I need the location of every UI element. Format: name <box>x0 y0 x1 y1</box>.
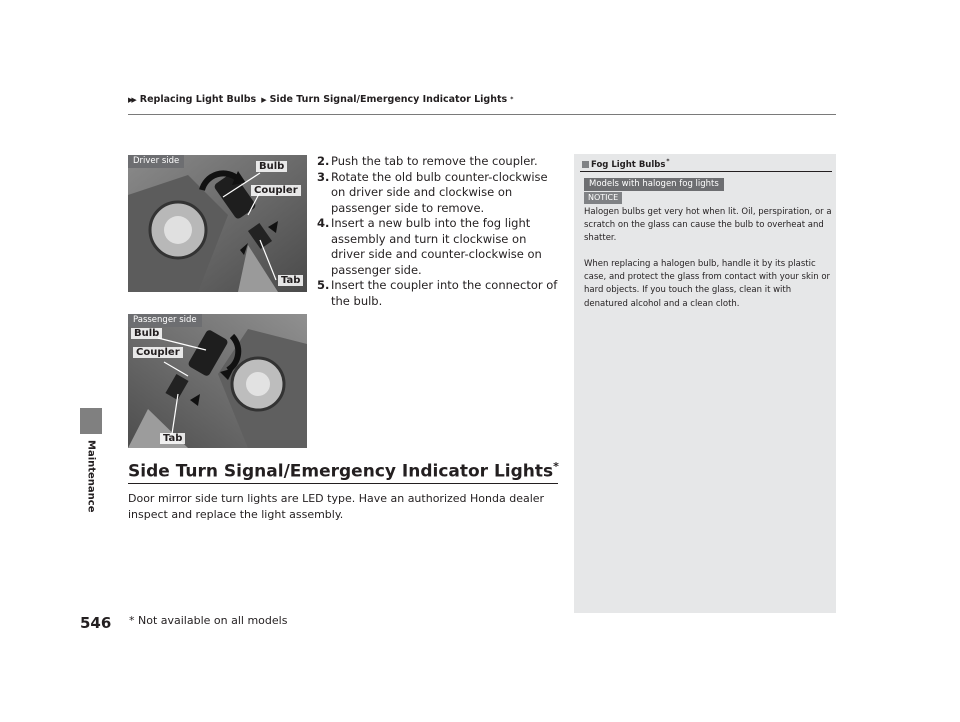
photo-label-driver-side: Driver side <box>128 155 184 168</box>
step-number: 4. <box>317 216 330 230</box>
step-text: Rotate the old bulb counter-clockwise on driver side and clockwise on passenger side to remove. <box>331 169 548 215</box>
chapter-tab-text: Maintenance <box>85 440 97 513</box>
section-title-asterisk: * <box>553 460 559 473</box>
breadcrumb-arrow-icon: ▶ <box>261 95 265 104</box>
section-body: Door mirror side turn lights are LED type. Have an authorized Honda dealer inspect and replace the light assembly. <box>128 492 545 521</box>
step-item <box>317 278 560 309</box>
breadcrumb-item-replacing-light-bulbs[interactable]: Replacing Light Bulbs <box>139 94 257 105</box>
procedure-steps <box>317 154 560 309</box>
chapter-tab-label <box>80 440 102 513</box>
callout-tab: Tab <box>278 275 303 286</box>
photo-label-passenger-side: Passenger side <box>128 314 202 327</box>
step-text: Insert the coupler into the connector of the bulb. <box>331 278 558 308</box>
breadcrumb <box>128 94 513 105</box>
callout-bulb: Bulb <box>256 161 287 172</box>
step-text: Push the tab to remove the coupler. <box>331 154 538 168</box>
note-marker-icon <box>582 161 589 168</box>
footnote: * Not available on all models <box>129 614 288 627</box>
breadcrumb-arrow-icon: ▶▶ <box>128 95 135 104</box>
step-number: 3. <box>317 169 330 184</box>
callout-coupler: Coupler <box>251 185 301 196</box>
page-number: 546 <box>80 614 112 632</box>
callout-tab: Tab <box>160 433 185 444</box>
step-number: 2. <box>317 154 330 168</box>
note-paragraph: When replacing a halogen bulb, handle it by its plastic case, and protect the glass from contact with your skin or hard objects. If you touch the glass, clean it with denatured alcohol and a clean cloth. <box>584 259 831 309</box>
step-item <box>317 154 560 170</box>
callout-coupler: Coupler <box>133 347 183 358</box>
step-number: 5. <box>317 278 330 292</box>
note-rule <box>580 171 832 172</box>
sidebar-note-panel <box>574 154 836 613</box>
section-title-text: Side Turn Signal/Emergency Indicator Lights <box>128 461 554 482</box>
step-item <box>317 216 560 278</box>
section-rule <box>128 483 558 484</box>
note-paragraph: Halogen bulbs get very hot when lit. Oil, perspiration, or a scratch on the glass can cause the bulb to overheat and shatter. <box>584 207 832 244</box>
section-title <box>128 460 559 482</box>
step-text: Insert a new bulb into the fog light assembly and turn it clockwise on driver side and counter-clockwise on passenger side. <box>331 216 542 277</box>
note-heading-asterisk: * <box>666 158 670 165</box>
callout-bulb: Bulb <box>131 328 162 339</box>
step-item <box>317 170 560 217</box>
notice-badge: NOTICE <box>584 192 622 204</box>
models-badge: Models with halogen fog lights <box>584 178 724 191</box>
breadcrumb-asterisk: * <box>510 96 514 103</box>
note-heading <box>582 158 670 170</box>
header-rule <box>128 114 836 115</box>
driver-side-illustration <box>128 155 307 292</box>
breadcrumb-item-side-turn-signal[interactable]: Side Turn Signal/Emergency Indicator Lights <box>269 94 508 105</box>
passenger-side-photo <box>128 314 307 448</box>
chapter-tab-marker <box>80 408 102 434</box>
driver-side-photo <box>128 155 307 292</box>
note-heading-text: Fog Light Bulbs <box>591 159 666 170</box>
